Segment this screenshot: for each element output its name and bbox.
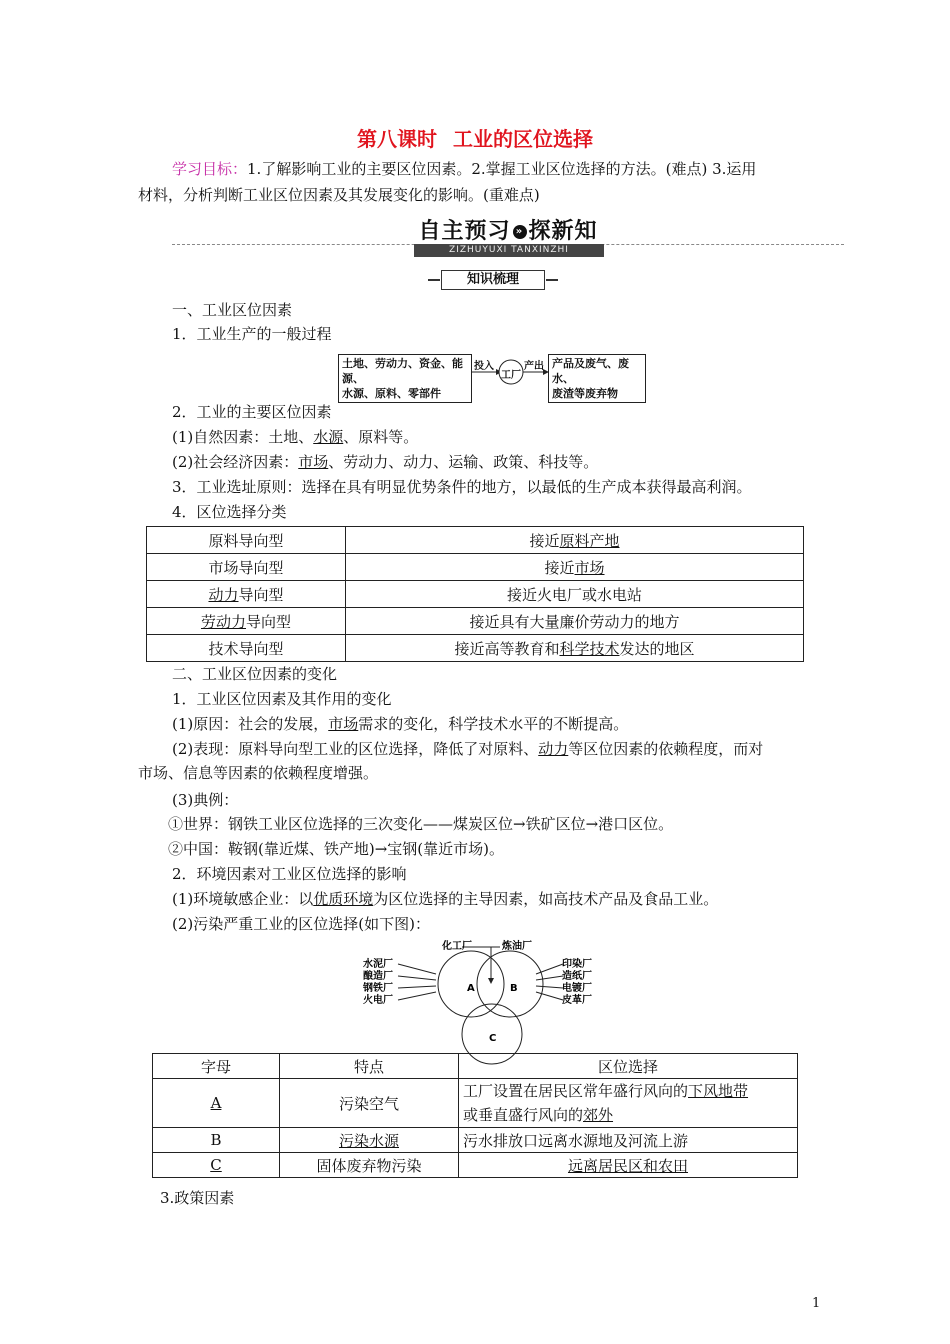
venn-left-3: 火电厂 <box>363 995 393 1006</box>
examples-label: (3)典例： <box>172 791 239 809</box>
table-row <box>153 1079 798 1128</box>
location-type-cell: 市场导向型 <box>147 554 346 581</box>
venn-right-1: 造纸厂 <box>562 971 592 982</box>
venn-label-a: A <box>467 983 475 994</box>
table-row <box>147 527 804 554</box>
natural-factors: (1)自然因素：土地、水源、原料等。 <box>172 428 419 446</box>
flow-input-l2: 水源、原料、零部件 <box>342 387 441 400</box>
table-row <box>153 1153 798 1178</box>
flow-input-l1: 土地、劳动力、资金、能源、 <box>342 357 463 385</box>
learning-objectives <box>138 156 818 208</box>
row-c-letter: C <box>210 1156 222 1174</box>
knowledge-badge: 知识梳理 <box>441 270 545 290</box>
header-choice: 区位选择 <box>459 1054 798 1079</box>
venn-refinery: 炼油厂 <box>502 941 532 952</box>
row-b-choice: 污水排放口远离水源地及河流上游 <box>459 1128 798 1153</box>
flow-output-label: 产出 <box>524 361 544 372</box>
example-china: ②中国：鞍钢(靠近煤、铁产地)→宝钢(靠近市场)。 <box>168 840 504 858</box>
location-choice-cell: 接近市场 <box>346 554 804 581</box>
lesson-topic: 工业的区位选择 <box>453 127 593 151</box>
venn-label-c: C <box>489 1033 497 1044</box>
objectives-label: 学习目标： <box>172 160 248 178</box>
location-choice-cell: 接近具有大量廉价劳动力的地方 <box>346 608 804 635</box>
table-row <box>147 635 804 662</box>
venn-left-0: 水泥厂 <box>363 959 393 970</box>
objectives-line1: 1.了解影响工业的主要区位因素。2.掌握工业区位选择的方法。(难点) 3.运用 <box>247 160 757 178</box>
venn-left-2: 钢铁厂 <box>363 983 393 994</box>
row-c-choice: 远离居民区和农田 <box>567 1156 688 1175</box>
banner-left: 自主预习 <box>418 219 511 244</box>
example-world: ①世界：钢铁工业区位选择的三次变化——煤炭区位→铁矿区位→港口区位。 <box>168 815 674 833</box>
section1-p1: 1．工业生产的一般过程 <box>172 325 332 343</box>
banner-subtitle: ZIZHUYUXI TANXINZHI <box>414 244 604 257</box>
venn-label-b: B <box>510 983 518 994</box>
header-letter: 字母 <box>153 1054 280 1079</box>
flow-output-box <box>548 354 646 403</box>
section1-heading: 一、工业区位因素 <box>172 301 293 319</box>
section2-p2: 2．环境因素对工业区位选择的影响 <box>172 865 407 883</box>
reason-line: (1)原因：社会的发展，市场需求的变化，科学技术水平的不断提高。 <box>172 715 629 733</box>
location-type-cell: 技术导向型 <box>147 635 346 662</box>
env-sensitive: (1)环境敏感企业：以优质环境为区位选择的主导因素，如高技术产品及食品工业。 <box>172 890 719 908</box>
table-row <box>153 1128 798 1153</box>
venn-chemical-plant: 化工厂 <box>442 941 472 952</box>
banner-heading <box>414 214 602 242</box>
venn-left-1: 酿造厂 <box>363 971 393 982</box>
row-a-choice: 工厂设置在居民区常年盛行风向的下风地带 或垂直盛行风向的郊外 <box>459 1079 798 1128</box>
manifestation-para: (2)表现：原料导向型工业的区位选择，降低了对原料、动力等区位因素的依赖程度，而对 市场、信息等因素的依赖程度增强。 <box>138 740 764 782</box>
row-b-feature: 污染水源 <box>338 1131 399 1150</box>
socioeconomic-factors: (2)社会经济因素：市场、劳动力、动力、运输、政策、科技等。 <box>172 453 599 471</box>
flow-output-l1: 产品及废气、废水、 <box>552 357 629 385</box>
venn-right-0: 印染厂 <box>562 959 592 970</box>
section1-p4: 4．区位选择分类 <box>172 503 287 521</box>
flow-input-label: 投入 <box>474 361 494 372</box>
row-b-letter: B <box>153 1128 280 1153</box>
venn-right-2: 电镀厂 <box>562 983 592 994</box>
location-choice-cell: 接近原料产地 <box>346 527 804 554</box>
production-flow-diagram <box>338 354 646 400</box>
lesson-number: 第八课时 <box>357 127 437 151</box>
flow-factory: 工厂 <box>501 370 521 381</box>
table-row <box>147 608 804 635</box>
policy-factors: 3.政策因素 <box>160 1189 235 1207</box>
polluting-industry: (2)污染严重工业的区位选择(如下图)： <box>172 915 430 933</box>
table-row <box>147 581 804 608</box>
banner-right: 探新知 <box>528 219 598 244</box>
page-number: 1 <box>812 1296 821 1311</box>
row-a-letter: A <box>210 1094 222 1112</box>
section-banner <box>172 214 844 258</box>
row-c-feature: 固体废弃物污染 <box>280 1153 459 1178</box>
table-row <box>153 1054 798 1079</box>
objectives-line2: 材料，分析判断工业区位因素及其发展变化的影响。(重难点) <box>138 186 540 204</box>
pollution-venn-diagram <box>358 938 598 1070</box>
section2-heading: 二、工业区位因素的变化 <box>172 665 338 683</box>
location-type-table <box>146 526 804 662</box>
double-chevron-icon: » <box>513 225 527 239</box>
location-type-cell: 原料导向型 <box>147 527 346 554</box>
location-principle: 3．工业选址原则：选择在具有明显优势条件的地方，以最低的生产成本获得最高利润。 <box>172 478 752 496</box>
section1-p2: 2．工业的主要区位因素 <box>172 403 332 421</box>
location-type-cell: 劳动力导向型 <box>147 608 346 635</box>
section2-p1: 1．工业区位因素及其作用的变化 <box>172 690 392 708</box>
location-choice-cell: 接近高等教育和科学技术发达的地区 <box>346 635 804 662</box>
header-feature: 特点 <box>280 1054 459 1079</box>
page-title <box>0 123 950 152</box>
pollution-table <box>152 1053 798 1178</box>
venn-right-3: 皮革厂 <box>562 995 592 1006</box>
table-row <box>147 554 804 581</box>
location-type-cell: 动力导向型 <box>147 581 346 608</box>
row-a-feature: 污染空气 <box>280 1079 459 1128</box>
flow-output-l2: 废渣等废弃物 <box>552 387 618 400</box>
location-choice-cell: 接近火电厂或水电站 <box>346 581 804 608</box>
